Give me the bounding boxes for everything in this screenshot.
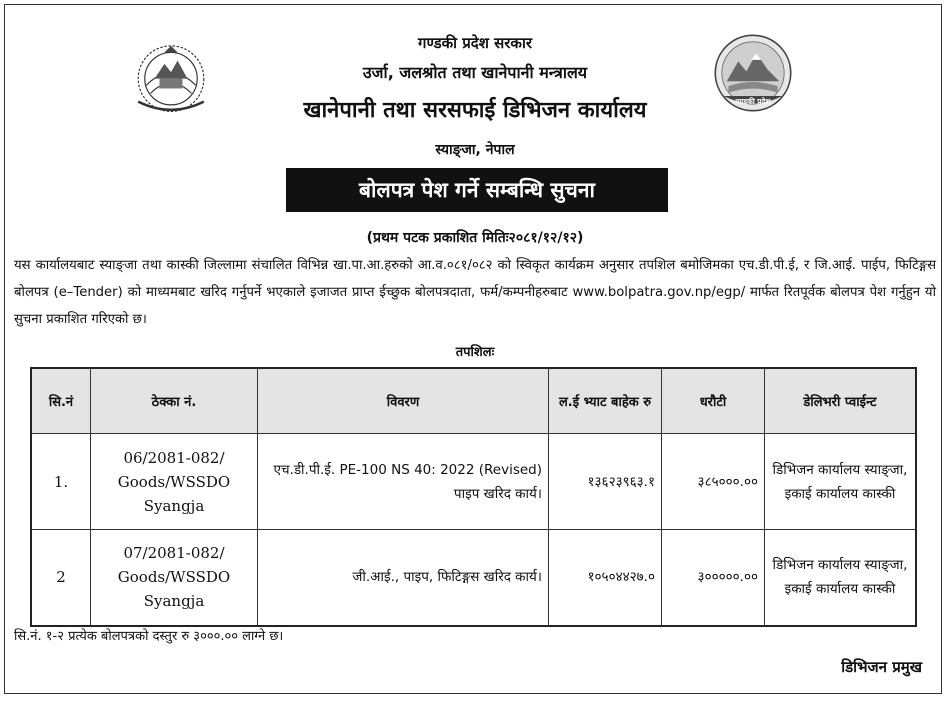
office-location: स्याङ्जा, नेपाल <box>435 142 515 158</box>
publication-date: (प्रथम पटक प्रकाशित मितिः२०८१/१२/१२) <box>366 230 584 246</box>
office-name: खानेपानी तथा सरसफाई डिभिजन कार्यालय <box>303 98 647 123</box>
ministry-name: उर्जा, जलश्रोत तथा खानेपानी मन्त्रालय <box>362 63 588 82</box>
cell-estimate: १३६२३९६३.१ <box>549 434 662 530</box>
emblem-text: गण्डकी प्रदेश <box>735 97 771 107</box>
cell-deposit: ३८५०००.०० <box>662 434 765 530</box>
table-row <box>31 434 916 530</box>
cell-deposit: ३०००००.०० <box>662 530 765 626</box>
table-header-row <box>31 368 916 434</box>
header-sn: सि.नं <box>31 368 91 434</box>
header-estimate: ल.ई भ्याट बाहेक रु <box>549 368 662 434</box>
government-name: गण्डकी प्रदेश सरकार <box>418 34 532 52</box>
header-description: विवरण <box>258 368 549 434</box>
header-deposit: धरौटी <box>662 368 765 434</box>
notice-title: बोलपत्र पेश गर्ने सम्बन्धि सुचना <box>286 168 668 212</box>
header-contract: ठेक्का नं. <box>91 368 258 434</box>
cell-sn: 2 <box>31 530 91 626</box>
signatory: डिभिजन प्रमुख <box>841 658 922 676</box>
cell-delivery: डिभिजन कार्यालय स्याङ्जा, इकाई कार्यालय कास्की <box>765 434 917 530</box>
cell-estimate: १०५०४४२७.० <box>549 530 662 626</box>
header-delivery: डेलिभरी प्वाईन्ट <box>765 368 917 434</box>
cell-description: एच.डी.पी.ई. PE-100 NS 40: 2022 (Revised) पाइप खरिद कार्य। <box>258 434 549 530</box>
cell-sn: 1. <box>31 434 91 530</box>
cell-description: जी.आई., पाइप, फिटिङ्गस खरिद कार्य। <box>258 530 549 626</box>
cell-delivery: डिभिजन कार्यालय स्याङ्जा, इकाई कार्यालय कास्की <box>765 530 917 626</box>
details-label: तपशिलः <box>455 345 495 360</box>
cell-contract: 07/2081-082/ Goods/WSSDO Syangja <box>91 530 258 626</box>
table-row <box>31 530 916 626</box>
fee-footnote: सि.नं. १-२ प्रत्येक बोलपत्रको दस्तुर रु ३०००.०० लाग्ने छ। <box>14 629 284 644</box>
cell-contract: 06/2081-082/ Goods/WSSDO Syangja <box>91 434 258 530</box>
notice-body: यस कार्यालयबाट स्याङ्जा तथा कास्की जिल्लामा संचालित विभिन्न खा.पा.आ.हरुको आ.व.०८१/०८२ को स्विकृत कार्यक्रम अनुसार तपशिल बमोजिमका एच.डी.पी.ई, र जि.आई. पाईप, फिटिङ्गस बोलपत्र (e–Tender) को माध्यमबाट खरिद गर्नुपर्ने भएकाले इजाजत प्राप्त ईच्छुक बोलपत्रदाता, फर्म/कम्पनीहरुबाट www.bolpatra.gov.np/egp/ मार्फत रितपूर्वक बोलपत्र पेश गर्नुहुन यो सुचना प्रकाशित गरिएको छ। <box>14 258 936 327</box>
tender-table <box>30 367 917 627</box>
